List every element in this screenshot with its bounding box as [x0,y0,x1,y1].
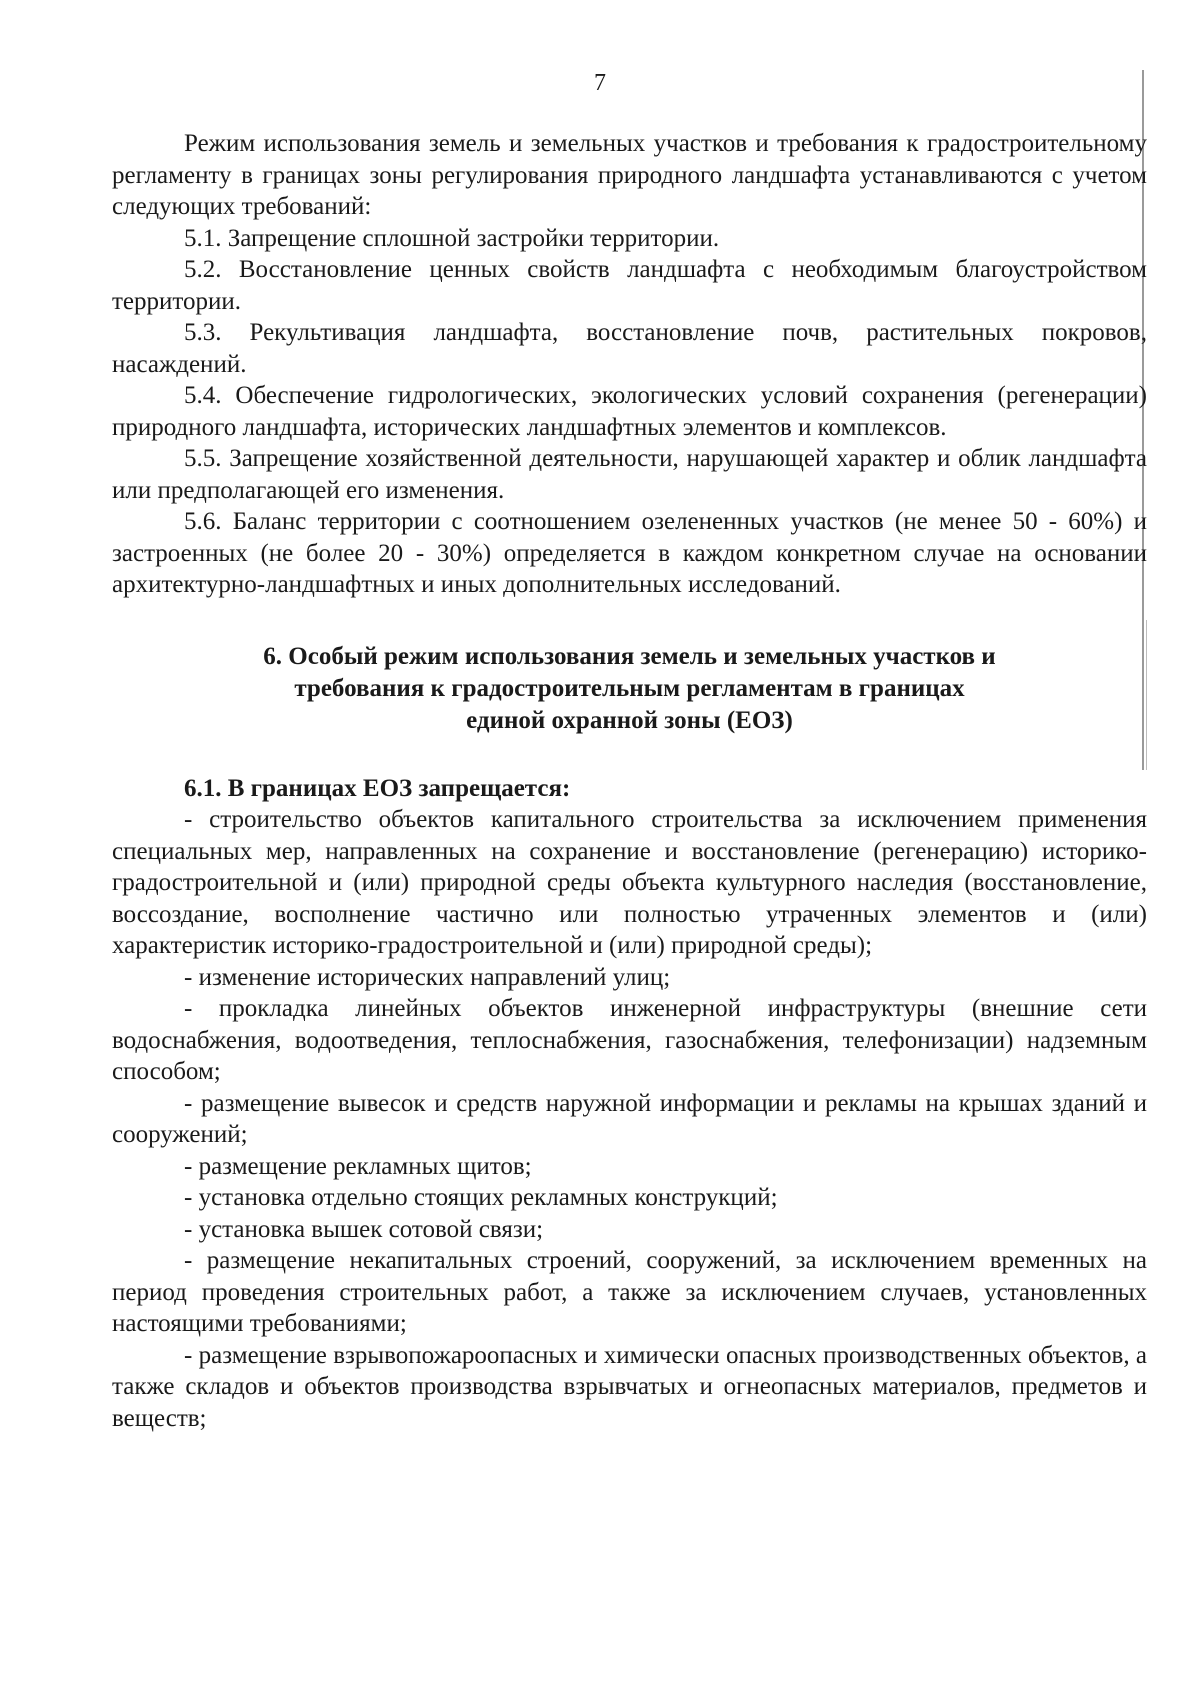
item-5-3: 5.3. Рекультивация ландшафта, восстановление почв, растительных покровов, насаждений. [112,319,1147,378]
section-6-title-line-1: 6. Особый режим использования земель и земельных участков и [263,642,996,670]
list-item-6-1-5: - размещение рекламных щитов; [184,1152,532,1180]
list-item-6-1-6: - установка отдельно стоящих рекламных конструкций; [184,1184,778,1211]
item-5-4: 5.4. Обеспечение гидрологических, экологических условий сохранения (регенерации) природного ландшафта, исторических ландшафтных элементов и комплексов. [112,382,1147,441]
list-item-6-1-1: - строительство объектов капитального строительства за исключением применения специальных мер, направленных на сохранение и восстановление (регенерацию) историко-градостроительной и (или) природной среды объекта культурного наследия (восстановление, воссоздание, восполнение частично или полностью утраченных элементов и (или) характеристик историко-градостроительной и (или) природной среды); [112,806,1147,959]
list-item-6-1-4: - размещение вывесок и средств наружной информации и рекламы на крышах зданий и сооружений; [112,1089,1147,1148]
section-6-title-line-2: требования к градостроительным регламентам в границах [294,674,965,702]
list-item-6-1-3: - прокладка линейных объектов инженерной инфраструктуры (внешние сети водоснабжения, водоотведения, теплоснабжения, газоснабжения, телефонизации) надземным способом; [112,995,1147,1085]
section-6-title-line-3: единой охранной зоны (ЕОЗ) [466,706,793,734]
item-5-1: 5.1. Запрещение сплошной застройки территории. [184,224,720,252]
section-6-title [112,641,1147,737]
list-item-6-1-7: - установка вышек сотовой связи; [184,1215,544,1243]
item-5-5: 5.5. Запрещение хозяйственной деятельности, нарушающей характер и облик ландшафта или предполагающей его изменения. [112,445,1147,504]
list-item-6-1-8: - размещение некапитальных строений, сооружений, за исключением временных на период проведения строительных работ, а также за исключением случаев, установленных настоящими требованиями; [112,1247,1147,1337]
page-number: 7 [594,70,606,96]
body-text [112,128,1147,1434]
item-5-2: 5.2. Восстановление ценных свойств ландшафта с необходимым благоустройством территории. [112,256,1147,315]
item-5-6: 5.6. Баланс территории с соотношением озелененных участков (не менее 50 - 60%) и застроенных (не более 20 - 30%) определяется в каждом конкретном случае на основании архитектурно-ландшафтных и иных дополнительных исследований. [112,508,1147,598]
list-item-6-1-9: - размещение взрывопожароопасных и химически опасных производственных объектов, а также складов и объектов производства взрывчатых и огнеопасных материалов, предметов и веществ; [112,1341,1147,1432]
list-item-6-1-2: - изменение исторических направлений улиц; [184,963,671,991]
subsection-6-1-title: 6.1. В границах ЕОЗ запрещается: [184,774,571,802]
intro-paragraph: Режим использования земель и земельных участков и требования к градостроительному регламенту в границах зоны регулирования природного ландшафта устанавливаются с учетом следующих требований: [112,130,1147,220]
